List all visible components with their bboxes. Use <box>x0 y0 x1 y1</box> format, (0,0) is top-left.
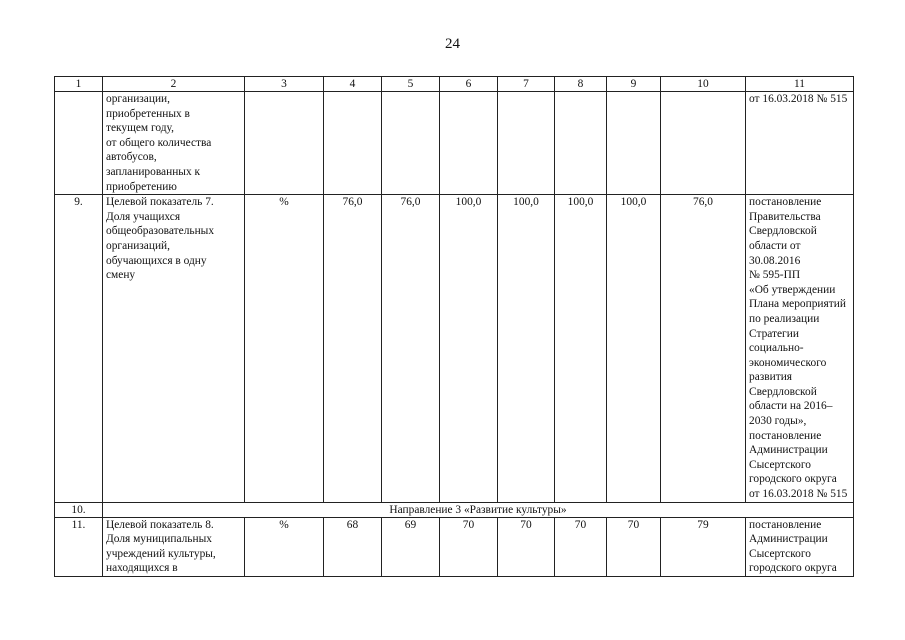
source-cell: постановление Правительства Свердловской области от 30.08.2016 № 595-ПП «Об утверждении Плана мероприятий по реализации Стратегии социально- экономического развития Свердловской области на 2016– 2030 годы», постановление Администрации Сысертского городского округа от 16.03.2018 № 515 <box>746 195 854 502</box>
section-row <box>55 502 854 517</box>
section-title: Направление 3 «Развитие культуры» <box>103 502 854 517</box>
value-cell: 70 <box>440 517 498 576</box>
row-number: 10. <box>55 502 103 517</box>
column-header: 5 <box>382 77 440 92</box>
value-cell <box>498 92 555 195</box>
unit-cell: % <box>245 517 324 576</box>
value-cell <box>661 92 746 195</box>
value-cell: 100,0 <box>607 195 661 502</box>
column-header: 8 <box>555 77 607 92</box>
value-cell <box>440 92 498 195</box>
row-number: 11. <box>55 517 103 576</box>
column-header: 10 <box>661 77 746 92</box>
indicators-table <box>54 76 854 577</box>
page-number: 24 <box>445 36 460 52</box>
value-cell: 69 <box>382 517 440 576</box>
column-header: 9 <box>607 77 661 92</box>
column-header: 6 <box>440 77 498 92</box>
row-number <box>55 92 103 195</box>
column-header: 4 <box>324 77 382 92</box>
value-cell: 70 <box>555 517 607 576</box>
unit-cell <box>245 92 324 195</box>
indicator-cell: организации, приобретенных в текущем году, от общего количества автобусов, запланированных к приобретению <box>103 92 245 195</box>
source-cell: от 16.03.2018 № 515 <box>746 92 854 195</box>
table-row <box>55 517 854 576</box>
value-cell: 76,0 <box>382 195 440 502</box>
value-cell: 70 <box>607 517 661 576</box>
value-cell: 70 <box>498 517 555 576</box>
value-cell <box>607 92 661 195</box>
source-cell: постановление Администрации Сысертского городского округа <box>746 517 854 576</box>
column-header: 3 <box>245 77 324 92</box>
table-header-row <box>55 77 854 92</box>
value-cell: 68 <box>324 517 382 576</box>
value-cell: 76,0 <box>661 195 746 502</box>
row-number: 9. <box>55 195 103 502</box>
value-cell <box>382 92 440 195</box>
column-header: 1 <box>55 77 103 92</box>
value-cell: 76,0 <box>324 195 382 502</box>
indicator-cell: Целевой показатель 8. Доля муниципальных учреждений культуры, находящихся в <box>103 517 245 576</box>
value-cell <box>555 92 607 195</box>
column-header: 7 <box>498 77 555 92</box>
table-row <box>55 195 854 502</box>
value-cell: 100,0 <box>498 195 555 502</box>
value-cell <box>324 92 382 195</box>
table-row <box>55 92 854 195</box>
value-cell: 100,0 <box>555 195 607 502</box>
indicator-cell: Целевой показатель 7. Доля учащихся общеобразовательных организаций, обучающихся в одну смену <box>103 195 245 502</box>
column-header: 2 <box>103 77 245 92</box>
value-cell: 79 <box>661 517 746 576</box>
unit-cell: % <box>245 195 324 502</box>
column-header: 11 <box>746 77 854 92</box>
value-cell: 100,0 <box>440 195 498 502</box>
